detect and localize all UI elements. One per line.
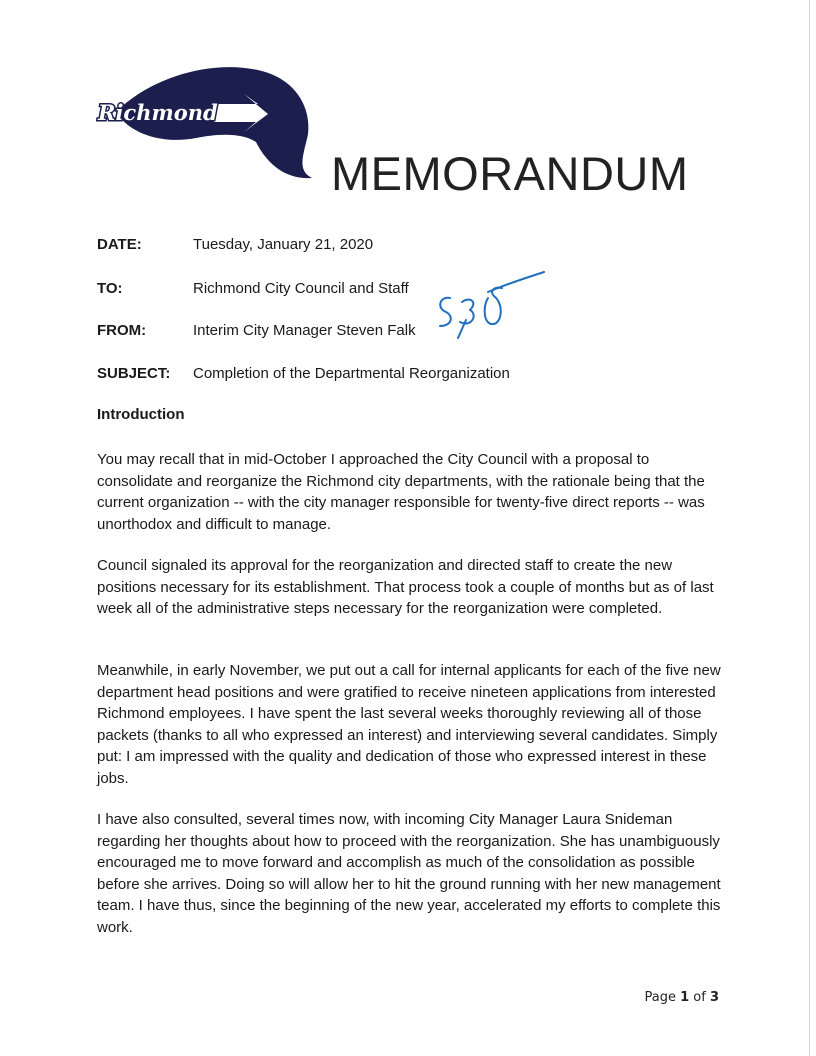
date-label: DATE:	[97, 236, 142, 253]
city-logo	[96, 62, 318, 180]
to-value: Richmond City Council and Staff	[193, 280, 409, 297]
section-heading: Introduction	[97, 406, 185, 423]
paragraph-4: I have also consulted, several times now, with incoming City Manager Laura Snideman regarding her thoughts about how to proceed with the reorganization. She has unambiguously encouraged me to move forward and accomplish as much of the consolidation as possible before she arrives. Doing so will allow her to hit the ground running with her new management team. I have thus, since the beginning of the new year, accelerated my efforts to complete this work.	[97, 811, 721, 936]
from-value: Interim City Manager Steven Falk	[193, 322, 416, 339]
page-prefix: Page	[644, 990, 681, 1005]
page-total: 3	[709, 990, 719, 1005]
page-current: 1	[680, 990, 690, 1005]
memo-title: MEMORANDUM	[331, 147, 689, 200]
logo-richmond: Richmond	[98, 100, 218, 125]
from-label: FROM:	[97, 322, 147, 339]
paragraph-3: Meanwhile, in early November, we put out a call for internal applicants for each of the five new department head positions and were gratified to receive nineteen applications from interested Richmond employees. I have spent the last several weeks thoroughly reviewing all of those packets (thanks to all who expressed an interest) and interviewing several candidates. Simply put: I am impressed with the quality and dedication of those who expressed interest in these jobs.	[97, 662, 721, 787]
subject-value: Completion of the Departmental Reorganization	[193, 365, 510, 382]
page-of: of	[689, 990, 710, 1005]
logo-city-of: City of	[194, 90, 235, 103]
to-label: TO:	[97, 280, 123, 297]
subject-label: SUBJECT:	[97, 365, 171, 382]
signature-initials	[432, 268, 548, 346]
page-number	[645, 990, 720, 1005]
paragraph-2: Council signaled its approval for the reorganization and directed staff to create the new positions necessary for its establishment. That process took a couple of months but as of last week all of the administrative steps necessary for the reorganization were completed.	[97, 557, 714, 618]
page-edge	[809, 0, 810, 1056]
paragraph-1: You may recall that in mid-October I approached the City Council with a proposal to consolidate and reorganize the Richmond city departments, with the rationale being that the current organization -- with the city manager responsible for twenty-five direct reports -- was unorthodox and difficult to manage.	[97, 451, 705, 533]
date-value: Tuesday, January 21, 2020	[193, 236, 374, 253]
